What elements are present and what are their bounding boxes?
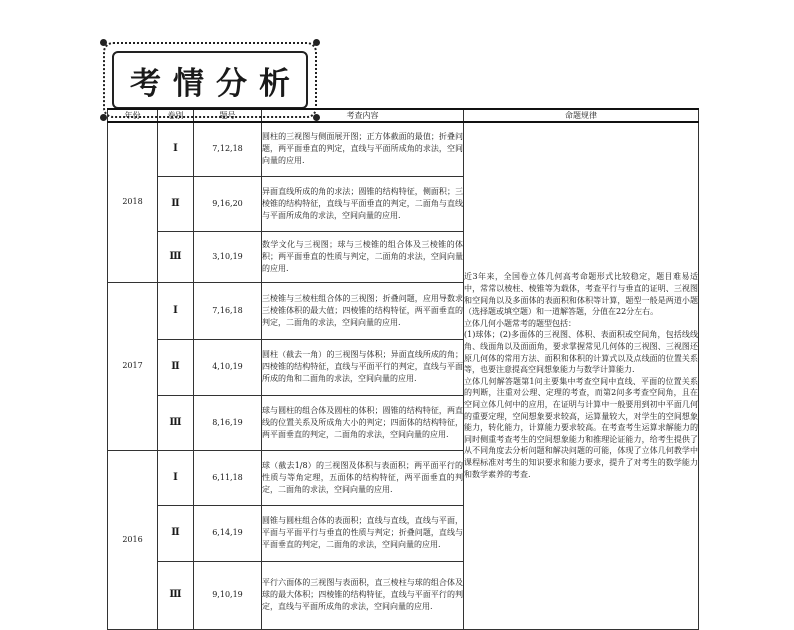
header-volume: 卷别	[158, 109, 194, 122]
volume-cell: Ⅰ	[158, 282, 194, 339]
title-frame	[112, 51, 308, 109]
rule-text	[464, 271, 698, 480]
corner-dot	[100, 39, 107, 46]
corner-dot	[313, 39, 320, 46]
volume-cell: Ⅱ	[158, 176, 194, 231]
header-content: 考查内容	[262, 109, 464, 122]
content-cell: 圆柱（截去一角）的三视图与体积；异面直线所成的角；四棱锥的结构特征，直线与平面平行的判定，直线与平面所成的角和二面角的求法，空间向量的应用.	[262, 339, 464, 395]
content-cell: 圆柱的三视图与侧面展开图；正方体截面的最值；折叠问题，两平面垂直的判定，直线与平面所成角的求法，空间向量的应用.	[262, 122, 464, 176]
content-cell: 球与圆柱的组合体及圆柱的体积；圆锥的结构特征，两直线的位置关系及所成角大小的判定；四面体的结构特征，两平面垂直的判定，二面角的求法，空间向量的应用.	[262, 395, 464, 450]
volume-cell: Ⅱ	[158, 339, 194, 395]
table-header-row	[108, 109, 699, 122]
exam-analysis-table	[107, 108, 699, 630]
content-cell: 数学文化与三视图；球与三棱锥的组合体及三棱锥的体积；两平面垂直的性质与判定，二面角的求法，空间向量的应用.	[262, 231, 464, 282]
rule-paragraph: 立体几何解答题第1问主要集中考查空间中直线、平面的位置关系的判断，注重对公理、定理的考查，而第2问多考查空间角，且在空间立体几何中的应用，在证明与计算中一般要用到初中平面几何的重要定理，空间想象要求较高，运算量较大，对学生的空间想象能力，转化能力，计算能力要求较高。在考查考生运算求解能力的同时侧重考查考生的空间想象能力和推理论证能力，给考生提供了从不同角度去分析问题和解决问题的可能，体现了立体几何教学中课程标准对考生的知识要求和能力要求，提升了对考生的数学能力和数学素养的考查.	[464, 376, 698, 479]
year-cell: 2016	[108, 450, 158, 629]
rule-cell	[464, 122, 699, 629]
volume-cell: Ⅰ	[158, 122, 194, 176]
year-cell: 2018	[108, 122, 158, 282]
content-cell: 三棱锥与三棱柱组合体的三视图；折叠问题，应用导数求三棱锥体积的最大值；四棱锥的结构特征，两平面垂直的判定，二面角的求法，空间向量的应用.	[262, 282, 464, 339]
rule-paragraph: 立体几何小题常考的题型包括：	[464, 318, 576, 328]
question-cell: 6,14,19	[194, 505, 262, 561]
corner-dot	[100, 114, 107, 121]
section-title: 考情分析	[130, 65, 302, 102]
content-cell: 球（截去1/8）的三视图及体积与表面积；两平面平行的性质与等角定理，五面体的结构特征，两平面垂直的判定，二面角的求法，空间向量的应用.	[262, 450, 464, 505]
volume-cell: Ⅱ	[158, 505, 194, 561]
header-year: 年份	[108, 109, 158, 122]
question-cell: 9,10,19	[194, 561, 262, 629]
header-question: 题号	[194, 109, 262, 122]
question-cell: 4,10,19	[194, 339, 262, 395]
year-cell: 2017	[108, 282, 158, 450]
volume-cell: Ⅲ	[158, 395, 194, 450]
question-cell: 9,16,20	[194, 176, 262, 231]
content-cell: 异面直线所成的角的求法；圆锥的结构特征，侧面积；三棱锥的结构特征，直线与平面垂直的判定，二面角与直线与平面所成角的求法，空间向量的应用.	[262, 176, 464, 231]
volume-cell: Ⅲ	[158, 231, 194, 282]
rule-paragraph: 近3年来，全国卷立体几何高考命题形式比较稳定，题目难易适中，常常以棱柱、棱锥等为载体，考查平行与垂直的证明、三视图和空间角以及多面体的表面积和体积等计算，题型一般是两道小题（选择题或填空题）和一道解答题，分值在22分左右。	[464, 272, 698, 317]
table-row	[108, 122, 699, 176]
section-title-badge	[103, 42, 317, 118]
question-cell: 7,12,18	[194, 122, 262, 176]
volume-cell: Ⅰ	[158, 450, 194, 505]
rule-paragraph: (1)球体；(2)多面体的三视图、体积、表面积或空间角，包括线线角、线面角以及面面角，要求掌握常见几何体的三视图、三视图还原几何体的常用方法、面积和体积的计算式以及点线面的位置关系等，也要注意提高空间想象能力与数学计算能力.	[464, 330, 698, 375]
question-cell: 3,10,19	[194, 231, 262, 282]
header-rule: 命题规律	[464, 109, 699, 122]
content-cell: 平行六面体的三视图与表面积，直三棱柱与球的组合体及球的最大体积；四棱锥的结构特征，直线与平面平行的判定，直线与平面所成角的求法，空间向量的应用.	[262, 561, 464, 629]
question-cell: 6,11,18	[194, 450, 262, 505]
content-cell: 圆锥与圆柱组合体的表面积；直线与直线，直线与平面，平面与平面平行与垂直的性质与判定；折叠问题，直线与平面垂直的判定，二面角的求法，空间向量的应用.	[262, 505, 464, 561]
volume-cell: Ⅲ	[158, 561, 194, 629]
question-cell: 7,16,18	[194, 282, 262, 339]
question-cell: 8,16,19	[194, 395, 262, 450]
